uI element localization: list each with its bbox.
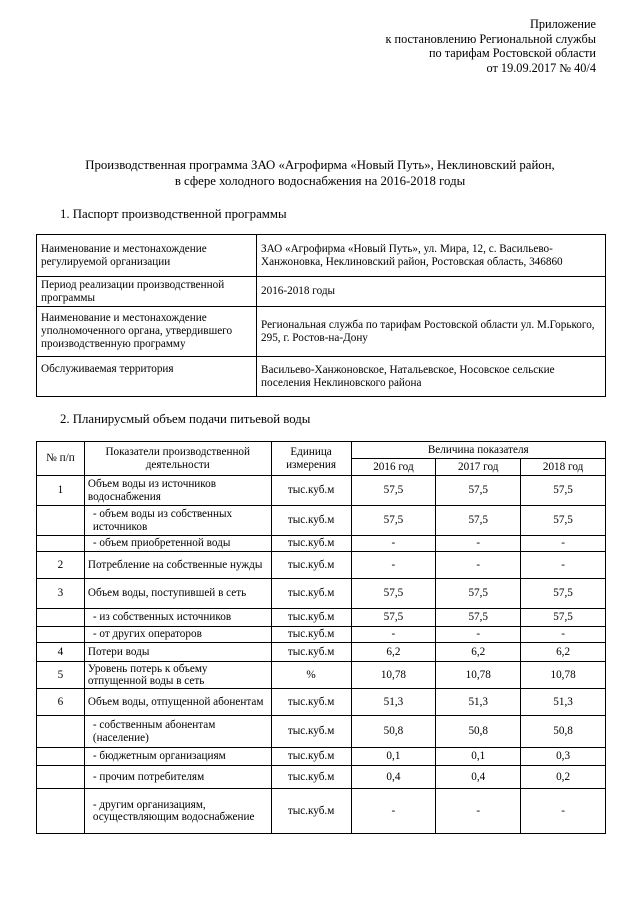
value-2017: 57,5	[436, 506, 521, 536]
value-2017: 50,8	[436, 716, 521, 748]
row-unit: тыс.куб.м	[271, 748, 351, 766]
header-year: 2017 год	[436, 459, 521, 476]
row-number: 4	[37, 643, 85, 662]
table-row	[37, 627, 606, 643]
passport-label: Наименование и местонахождение уполномоченного органа, утвердившего производственную программу	[37, 307, 257, 357]
value-2017: -	[436, 627, 521, 643]
section-2-heading: 2. Планирусмый объем подачи питьевой воды	[60, 412, 311, 426]
row-indicator: Уровень потерь к объему отпущенной воды в сеть	[84, 662, 271, 689]
value-2017: -	[436, 789, 521, 834]
row-number	[37, 536, 85, 552]
value-2016: 57,5	[351, 579, 436, 609]
value-2018: 6,2	[521, 643, 606, 662]
row-indicator: Объем воды из источников водоснабжения	[84, 476, 271, 506]
table-row	[37, 689, 606, 716]
table-row	[37, 662, 606, 689]
header-year: 2018 год	[521, 459, 606, 476]
value-2016: 0,1	[351, 748, 436, 766]
row-number	[37, 506, 85, 536]
row-unit: тыс.куб.м	[271, 789, 351, 834]
row-number: 1	[37, 476, 85, 506]
row-indicator: Объем воды, отпущенной абонентам	[84, 689, 271, 716]
row-unit: тыс.куб.м	[271, 627, 351, 643]
table-row	[37, 579, 606, 609]
row-unit: тыс.куб.м	[271, 506, 351, 536]
value-2018: -	[521, 627, 606, 643]
row-number	[37, 789, 85, 834]
value-2016: -	[351, 627, 436, 643]
row-number: 6	[37, 689, 85, 716]
header-num: № п/п	[37, 442, 85, 476]
value-2017: 57,5	[436, 609, 521, 627]
value-2018: -	[521, 789, 606, 834]
value-2016: 57,5	[351, 476, 436, 506]
value-2018: 10,78	[521, 662, 606, 689]
row-unit: тыс.куб.м	[271, 552, 351, 579]
value-2017: 51,3	[436, 689, 521, 716]
row-number	[37, 748, 85, 766]
passport-table	[36, 234, 606, 397]
row-indicator: - собственным абонентам (население)	[84, 716, 271, 748]
row-number	[37, 627, 85, 643]
row-indicator: - от других операторов	[84, 627, 271, 643]
value-2018: 57,5	[521, 506, 606, 536]
value-2018: 57,5	[521, 579, 606, 609]
title-line: Производственная программа ЗАО «Агрофирма «Новый Путь», Неклиновский район,	[85, 158, 555, 172]
appendix-line: от 19.09.2017 № 40/4	[486, 60, 596, 75]
title-line: в сфере холодного водоснабжения на 2016-2018 годы	[174, 174, 466, 188]
value-2017: 0,4	[436, 766, 521, 789]
value-2016: 6,2	[351, 643, 436, 662]
value-2016: 0,4	[351, 766, 436, 789]
table-row	[37, 748, 606, 766]
header-unit: Единица измерения	[271, 442, 351, 476]
value-2018: 51,3	[521, 689, 606, 716]
header-indicator: Показатели производственной деятельности	[84, 442, 271, 476]
value-2017: 57,5	[436, 476, 521, 506]
passport-label: Обслуживаемая территория	[37, 357, 257, 397]
row-indicator: - другим организациям, осуществляющим водоснабжение	[84, 789, 271, 834]
value-2016: -	[351, 552, 436, 579]
value-2018: 57,5	[521, 609, 606, 627]
volume-table	[36, 441, 606, 834]
value-2018: 50,8	[521, 716, 606, 748]
appendix-block	[385, 17, 596, 75]
row-unit: тыс.куб.м	[271, 766, 351, 789]
value-2016: 51,3	[351, 689, 436, 716]
passport-value: Региональная служба по тарифам Ростовской области ул. М.Горького, 295, г. Ростов-на-Дону	[257, 307, 606, 357]
row-unit: тыс.куб.м	[271, 609, 351, 627]
value-2016: -	[351, 789, 436, 834]
table-row	[37, 552, 606, 579]
value-2017: 10,78	[436, 662, 521, 689]
row-unit: тыс.куб.м	[271, 536, 351, 552]
row-unit: тыс.куб.м	[271, 643, 351, 662]
row-number	[37, 609, 85, 627]
header-row	[37, 442, 606, 459]
table-row	[37, 716, 606, 748]
passport-value: Васильево-Ханжоновское, Натальевское, Носовское сельские поселения Неклиновского района	[257, 357, 606, 397]
passport-row	[37, 357, 606, 397]
value-2018: 57,5	[521, 476, 606, 506]
row-number: 3	[37, 579, 85, 609]
appendix-line: по тарифам Ростовской области	[428, 46, 596, 61]
value-2017: 6,2	[436, 643, 521, 662]
value-2018: 0,2	[521, 766, 606, 789]
value-2017: -	[436, 536, 521, 552]
table-row	[37, 476, 606, 506]
row-indicator: Потребление на собственные нужды	[84, 552, 271, 579]
header-value: Величина показателя	[351, 442, 605, 459]
value-2018: -	[521, 536, 606, 552]
passport-value: 2016-2018 годы	[257, 277, 606, 307]
value-2018: -	[521, 552, 606, 579]
row-number	[37, 766, 85, 789]
row-indicator: - бюджетным организациям	[84, 748, 271, 766]
value-2018: 0,3	[521, 748, 606, 766]
row-unit: тыс.куб.м	[271, 579, 351, 609]
table-row	[37, 766, 606, 789]
row-unit: тыс.куб.м	[271, 689, 351, 716]
table-row	[37, 609, 606, 627]
table-row	[37, 643, 606, 662]
table-row	[37, 536, 606, 552]
passport-row	[37, 277, 606, 307]
value-2016: 57,5	[351, 506, 436, 536]
passport-row	[37, 235, 606, 277]
passport-label: Период реализации производственной программы	[37, 277, 257, 307]
row-number: 2	[37, 552, 85, 579]
row-number	[37, 716, 85, 748]
row-indicator: - из собственных источников	[84, 609, 271, 627]
document-title	[0, 157, 640, 189]
value-2016: 50,8	[351, 716, 436, 748]
appendix-line: Приложение	[530, 17, 596, 31]
value-2017: 57,5	[436, 579, 521, 609]
row-indicator: - прочим потребителям	[84, 766, 271, 789]
volume-table-body	[37, 476, 606, 834]
row-number: 5	[37, 662, 85, 689]
passport-row	[37, 307, 606, 357]
header-year: 2016 год	[351, 459, 436, 476]
passport-label: Наименование и местонахождение регулируемой организации	[37, 235, 257, 277]
passport-value: ЗАО «Агрофирма «Новый Путь», ул. Мира, 12, с. Васильево-Ханжоновка, Неклиновский район, Ростовская область, 346860	[257, 235, 606, 277]
section-1-heading: 1. Паспорт производственной программы	[60, 207, 287, 221]
value-2017: -	[436, 552, 521, 579]
value-2016: 10,78	[351, 662, 436, 689]
row-indicator: - объем воды из собственных источников	[84, 506, 271, 536]
table-row	[37, 506, 606, 536]
row-unit: %	[271, 662, 351, 689]
table-row	[37, 789, 606, 834]
row-unit: тыс.куб.м	[271, 476, 351, 506]
row-indicator: Объем воды, поступившей в сеть	[84, 579, 271, 609]
value-2017: 0,1	[436, 748, 521, 766]
appendix-line: к постановлению Региональной службы	[385, 31, 596, 46]
value-2016: 57,5	[351, 609, 436, 627]
value-2016: -	[351, 536, 436, 552]
row-indicator: Потери воды	[84, 643, 271, 662]
row-indicator: - объем приобретенной воды	[84, 536, 271, 552]
row-unit: тыс.куб.м	[271, 716, 351, 748]
